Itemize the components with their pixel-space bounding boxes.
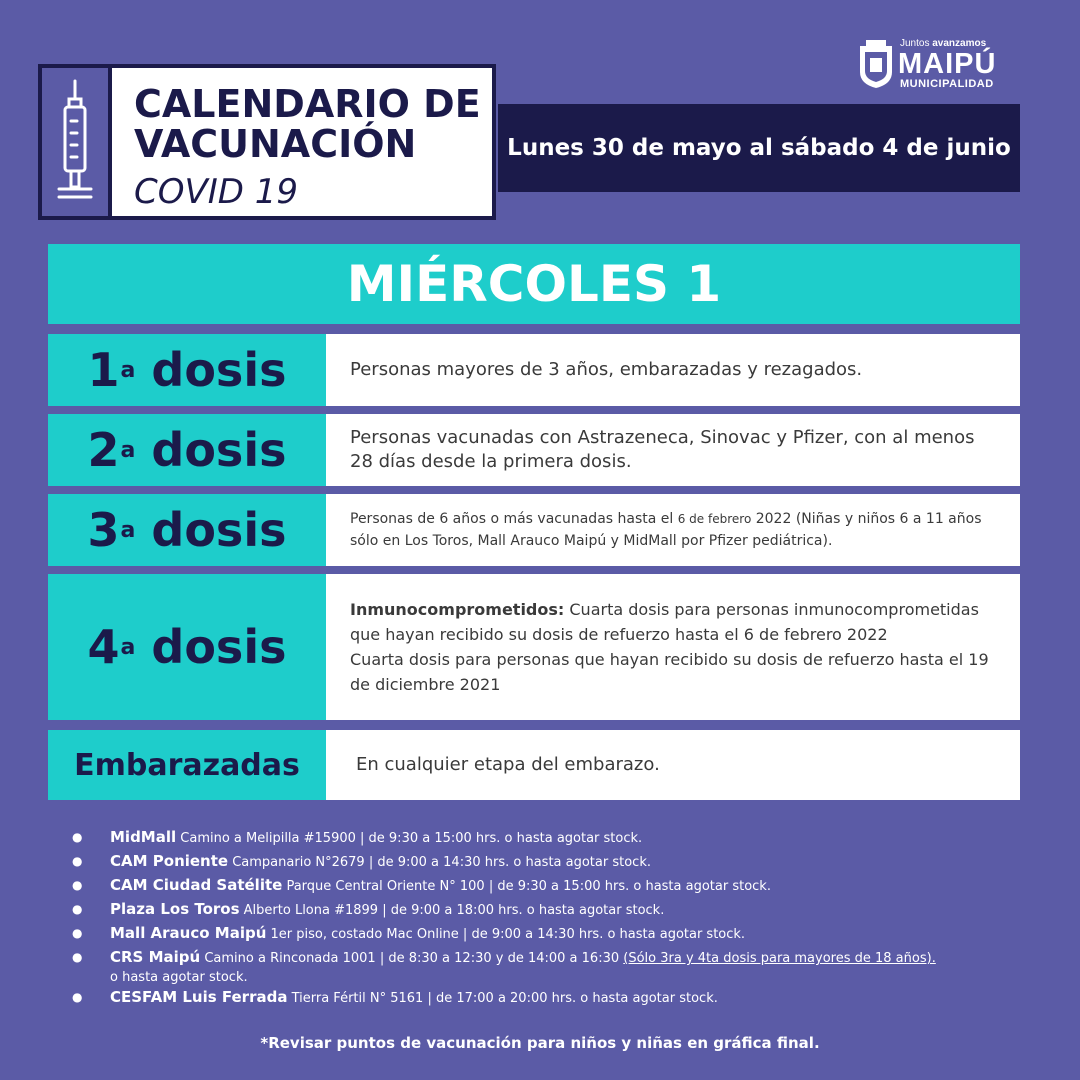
location-name: CAM Ciudad Satélite [110, 876, 283, 894]
location-details: Alberto Llona #1899 | de 9:00 a 18:00 hrs. o hasta agotar stock. [239, 903, 665, 918]
dose-label [48, 334, 326, 406]
dose-label: Embarazadas [48, 730, 326, 800]
location-item [70, 946, 1060, 986]
dose-ordinal: a [120, 634, 136, 660]
location-details: Camino a Rinconada 1001 | de 8:30 a 12:30 y de 14:00 a 16:30 [200, 951, 624, 966]
location-item [70, 874, 1060, 898]
dose-desc-part-b: 6 de febrero [677, 512, 752, 526]
dose-ordinal: a [120, 437, 136, 463]
location-name: CAM Poniente [110, 852, 229, 870]
dose-description: En cualquier etapa del embarazo. [326, 730, 1020, 800]
dose-desc-bold: Inmunocomprometidos: [350, 600, 565, 619]
location-name: MidMall [110, 828, 177, 846]
dose-description: Personas mayores de 3 años, embarazadas y rezagados. [326, 334, 1020, 406]
dose-description [326, 574, 1020, 720]
dose-desc-part-c: 2022 (Niñas y niños 6 a 11 años sólo en Los Toros, Mall Arauco Maipú y MidMall por Pfizer pediátrica). [350, 511, 982, 549]
dose-number: 3 [87, 503, 120, 557]
location-item [70, 986, 1060, 1010]
syringe-panel [42, 68, 112, 216]
day-banner: MIÉRCOLES 1 [48, 244, 1020, 324]
dose-word: dosis [151, 503, 287, 557]
dose-word: dosis [151, 423, 287, 477]
dose-label [48, 574, 326, 720]
tagline-1: Juntos [900, 38, 930, 49]
title-line-2: VACUNACIÓN [134, 122, 417, 166]
location-details: Camino a Melipilla #15900 | de 9:30 a 15:00 hrs. o hasta agotar stock. [176, 831, 643, 846]
location-details: Campanario N°2679 | de 9:00 a 14:30 hrs. o hasta agotar stock. [228, 855, 651, 870]
dose-row-2 [48, 414, 1020, 486]
date-range: Lunes 30 de mayo al sábado 4 de junio [498, 104, 1020, 192]
shield-icon [858, 38, 894, 90]
logo-brand-sub: MUNICIPALIDAD [900, 78, 994, 90]
dose-description [326, 494, 1020, 566]
location-item [70, 898, 1060, 922]
dose-desc-1: Cuarta dosis para personas inmunocomprometidas que hayan recibido su dosis de refuerzo hasta el 6 de febrero 2022 [350, 600, 979, 644]
location-item [70, 850, 1060, 874]
syringe-icon [55, 77, 95, 207]
dose-number: 2 [87, 423, 120, 477]
location-details: Tierra Fértil N° 5161 | de 17:00 a 20:00 hrs. o hasta agotar stock. [287, 991, 718, 1006]
title-line-1: CALENDARIO DE [134, 82, 481, 126]
dose-description: Personas vacunadas con Astrazeneca, Sinovac y Pfizer, con al menos 28 días desde la primera dosis. [326, 414, 1020, 486]
dose-ordinal: a [120, 517, 136, 543]
location-note: (Sólo 3ra y 4ta dosis para mayores de 18 años). [623, 951, 936, 966]
dose-row-1 [48, 334, 1020, 406]
location-name: CRS Maipú [110, 948, 201, 966]
maipu-logo [858, 38, 1018, 92]
dose-desc-part-a: Personas de 6 años o más vacunadas hasta el [350, 511, 678, 527]
logo-brand: MAIPÚ [898, 48, 997, 80]
location-details-cont: o hasta agotar stock. [110, 970, 248, 985]
dose-number: 4 [87, 620, 120, 674]
dose-label [48, 414, 326, 486]
dose-word: dosis [151, 620, 287, 674]
location-details: Parque Central Oriente N° 100 | de 9:30 a 15:00 hrs. o hasta agotar stock. [282, 879, 771, 894]
tagline-2: avanzamos [932, 38, 987, 49]
location-name: CESFAM Luis Ferrada [110, 988, 288, 1006]
location-name: Plaza Los Toros [110, 900, 240, 918]
dose-row-pregnant [48, 730, 1020, 800]
dose-row-3 [48, 494, 1020, 566]
dose-ordinal: a [120, 357, 136, 383]
header-box [38, 64, 496, 220]
header-subtitle: COVID 19 [134, 172, 299, 212]
dose-number: 1 [87, 343, 120, 397]
location-item [70, 922, 1060, 946]
dose-desc-2: Cuarta dosis para personas que hayan recibido su dosis de refuerzo hasta el 19 de diciembre 2021 [350, 650, 989, 694]
header-title [134, 84, 481, 164]
location-details: 1er piso, costado Mac Online | de 9:00 a 14:30 hrs. o hasta agotar stock. [266, 927, 746, 942]
location-item [70, 826, 1060, 850]
footnote: *Revisar puntos de vacunación para niños y niñas en gráfica final. [260, 1034, 820, 1052]
locations-list [70, 826, 1060, 1010]
dose-row-4 [48, 574, 1020, 720]
dose-word: dosis [151, 343, 287, 397]
dose-label [48, 494, 326, 566]
location-name: Mall Arauco Maipú [110, 924, 267, 942]
